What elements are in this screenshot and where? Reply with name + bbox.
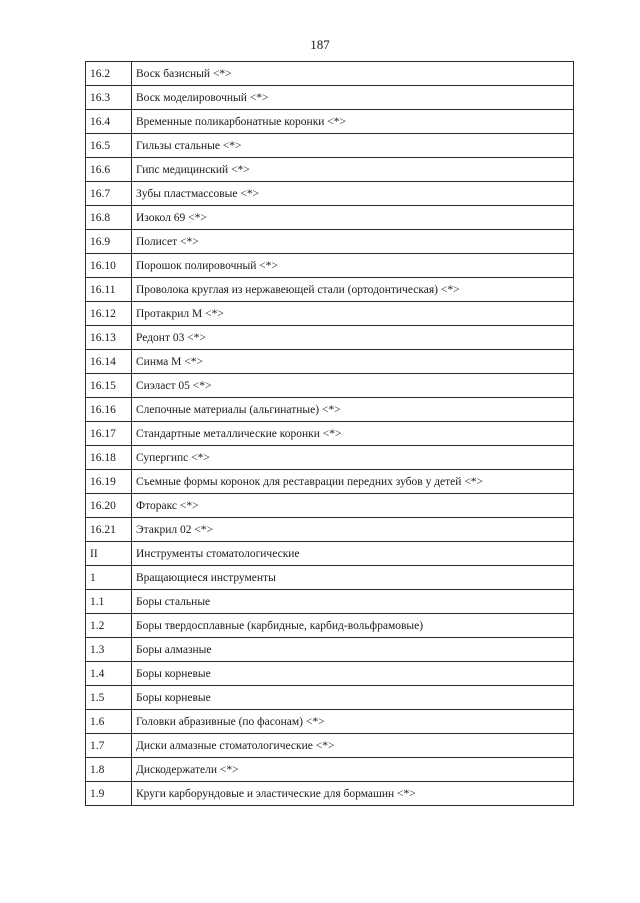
row-name-cell: Этакрил 02 <*> <box>132 518 574 542</box>
row-number-cell: 16.4 <box>86 110 132 134</box>
row-number-cell: 16.10 <box>86 254 132 278</box>
row-number-cell: 16.2 <box>86 62 132 86</box>
row-name-cell: Стандартные металлические коронки <*> <box>132 422 574 446</box>
row-name-cell: Диски алмазные стоматологические <*> <box>132 734 574 758</box>
row-number-cell: 16.17 <box>86 422 132 446</box>
row-name-cell: Съемные формы коронок для реставрации передних зубов у детей <*> <box>132 470 574 494</box>
row-name-cell: Фторакс <*> <box>132 494 574 518</box>
row-name-cell: Изокол 69 <*> <box>132 206 574 230</box>
row-name-cell: Синма М <*> <box>132 350 574 374</box>
table-row <box>86 518 574 542</box>
row-number-cell: 16.12 <box>86 302 132 326</box>
row-number-cell: 16.20 <box>86 494 132 518</box>
row-number-cell: 16.11 <box>86 278 132 302</box>
row-name-cell: Инструменты стоматологические <box>132 542 574 566</box>
table-row <box>86 206 574 230</box>
row-name-cell: Полисет <*> <box>132 230 574 254</box>
row-number-cell: 1.4 <box>86 662 132 686</box>
table-row <box>86 422 574 446</box>
table-row <box>86 782 574 806</box>
row-number-cell: 16.18 <box>86 446 132 470</box>
table-row <box>86 110 574 134</box>
row-name-cell: Головки абразивные (по фасонам) <*> <box>132 710 574 734</box>
row-name-cell: Круги карборундовые и эластические для бормашин <*> <box>132 782 574 806</box>
row-number-cell: 16.9 <box>86 230 132 254</box>
row-name-cell: Боры корневые <box>132 662 574 686</box>
table-row <box>86 566 574 590</box>
table-row <box>86 638 574 662</box>
row-name-cell: Редонт 03 <*> <box>132 326 574 350</box>
table-row <box>86 62 574 86</box>
row-name-cell: Воск базисный <*> <box>132 62 574 86</box>
table-row <box>86 230 574 254</box>
row-number-cell: 1.1 <box>86 590 132 614</box>
row-number-cell: II <box>86 542 132 566</box>
row-name-cell: Проволока круглая из нержавеющей стали (ортодонтическая) <*> <box>132 278 574 302</box>
table-row <box>86 662 574 686</box>
table-row <box>86 350 574 374</box>
row-name-cell: Слепочные материалы (альгинатные) <*> <box>132 398 574 422</box>
row-number-cell: 1.8 <box>86 758 132 782</box>
materials-table <box>85 61 574 806</box>
table-row <box>86 374 574 398</box>
table-row <box>86 734 574 758</box>
row-name-cell: Супергипс <*> <box>132 446 574 470</box>
table-row <box>86 686 574 710</box>
row-number-cell: 16.3 <box>86 86 132 110</box>
table-row <box>86 590 574 614</box>
row-name-cell: Дискодержатели <*> <box>132 758 574 782</box>
table-row <box>86 614 574 638</box>
row-number-cell: 1.7 <box>86 734 132 758</box>
table-row <box>86 758 574 782</box>
row-name-cell: Сиэласт 05 <*> <box>132 374 574 398</box>
row-name-cell: Боры стальные <box>132 590 574 614</box>
row-name-cell: Вращающиеся инструменты <box>132 566 574 590</box>
row-number-cell: 1.5 <box>86 686 132 710</box>
row-number-cell: 16.13 <box>86 326 132 350</box>
table-row <box>86 446 574 470</box>
row-number-cell: 16.8 <box>86 206 132 230</box>
row-number-cell: 16.21 <box>86 518 132 542</box>
table-row <box>86 254 574 278</box>
row-name-cell: Временные поликарбонатные коронки <*> <box>132 110 574 134</box>
table-row <box>86 302 574 326</box>
table-row <box>86 158 574 182</box>
row-number-cell: 1.2 <box>86 614 132 638</box>
row-number-cell: 16.19 <box>86 470 132 494</box>
table-row <box>86 86 574 110</box>
row-number-cell: 16.15 <box>86 374 132 398</box>
row-name-cell: Боры алмазные <box>132 638 574 662</box>
row-name-cell: Гильзы стальные <*> <box>132 134 574 158</box>
table-row <box>86 398 574 422</box>
table-row <box>86 710 574 734</box>
row-name-cell: Боры корневые <box>132 686 574 710</box>
row-number-cell: 1.6 <box>86 710 132 734</box>
table-row <box>86 134 574 158</box>
table-row <box>86 494 574 518</box>
row-number-cell: 16.6 <box>86 158 132 182</box>
row-name-cell: Воск моделировочный <*> <box>132 86 574 110</box>
row-name-cell: Протакрил М <*> <box>132 302 574 326</box>
row-name-cell: Гипс медицинский <*> <box>132 158 574 182</box>
table-row <box>86 182 574 206</box>
row-number-cell: 16.16 <box>86 398 132 422</box>
row-name-cell: Боры твердосплавные (карбидные, карбид-вольфрамовые) <box>132 614 574 638</box>
row-number-cell: 16.5 <box>86 134 132 158</box>
table-row <box>86 278 574 302</box>
row-number-cell: 16.7 <box>86 182 132 206</box>
row-number-cell: 1.9 <box>86 782 132 806</box>
row-name-cell: Зубы пластмассовые <*> <box>132 182 574 206</box>
table-row <box>86 470 574 494</box>
row-number-cell: 1 <box>86 566 132 590</box>
row-number-cell: 1.3 <box>86 638 132 662</box>
row-name-cell: Порошок полировочный <*> <box>132 254 574 278</box>
page-number: 187 <box>310 37 330 52</box>
table-body <box>86 62 574 806</box>
row-number-cell: 16.14 <box>86 350 132 374</box>
table-row <box>86 326 574 350</box>
table-row <box>86 542 574 566</box>
